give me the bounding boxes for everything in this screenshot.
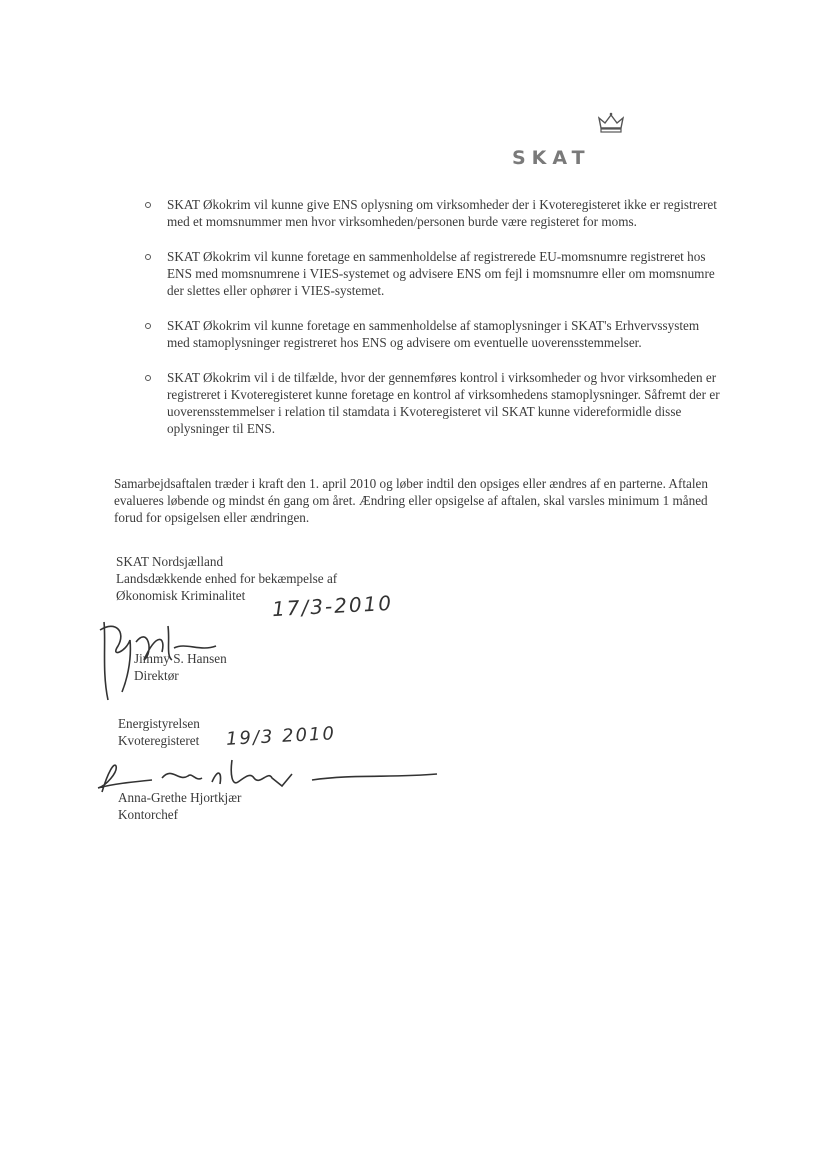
skat-name-block [134,650,227,684]
ens-signatory-block [118,715,200,749]
skat-handwritten-date: 17/3-2010 [271,590,394,622]
bullet-item: SKAT Økokrim vil kunne foretage en sammenholdelse af stamoplysninger i SKAT's Erhvervssystem med stamoplysninger registreret hos ENS og advisere om eventuelle uoverensstemmelser. [145,317,725,351]
bullet-item: SKAT Økokrim vil kunne foretage en sammenholdelse af registrerede EU-momsnumre registreret hos ENS med momsnumrene i VIES-systemet og advisere ENS om fejl i momsnumre eller om momsnumre der slettes eller ophører i VIES-systemet. [145,248,725,299]
crown-icon [598,112,624,134]
skat-unit-line1: Landsdækkende enhed for bekæmpelse af [116,571,338,586]
bullet-item: SKAT Økokrim vil kunne give ENS oplysning om virksomheder der i Kvoteregisteret ikke er registreret med et momsnummer men hvor virksomheden/personen burde være registeret for moms. [145,196,725,230]
skat-unit-line2: Økonomisk Kriminalitet [116,588,246,603]
ens-signatory-name: Anna-Grethe Hjortkjær [118,790,242,805]
ens-handwritten-date: 19/3 2010 [225,723,337,750]
skat-signatory-name: Jimmy S. Hansen [134,651,227,666]
bullet-icon [145,375,151,381]
ens-signatory-title: Kontorchef [118,807,179,822]
bullet-item: SKAT Økokrim vil i de tilfælde, hvor der gennemføres kontrol i virksomheder og hvor virksomheden er registreret i Kvoteregisteret kunne foretage en kontrol af virksomhedens stamoplysninger. Såfremt der er uoverensstemmelser i relation til stamdata i Kvoteregisteret vil SKAT kunne videreformidle disse oplysninger til ENS. [145,369,725,437]
ens-unit: Kvoteregisteret [118,733,200,748]
bullet-list [145,196,725,455]
skat-logo: SKAT [512,147,591,169]
ens-name-block [118,789,241,823]
ens-org: Energistyrelsen [118,716,200,731]
agreement-paragraph: Samarbejdsaftalen træder i kraft den 1. april 2010 og løber indtil den opsiges eller ændres af en parterne. Aftalen evalueres løbende og mindst én gang om året. Ændring eller opsigelse af aftalen, skal varsles minimum 1 måned forud for opsigelsen eller ændringen. [114,476,708,525]
bullet-icon [145,202,151,208]
bullet-icon [145,254,151,260]
skat-signatory-title: Direktør [134,668,179,683]
bullet-icon [145,323,151,329]
skat-org: SKAT Nordsjælland [116,554,224,569]
